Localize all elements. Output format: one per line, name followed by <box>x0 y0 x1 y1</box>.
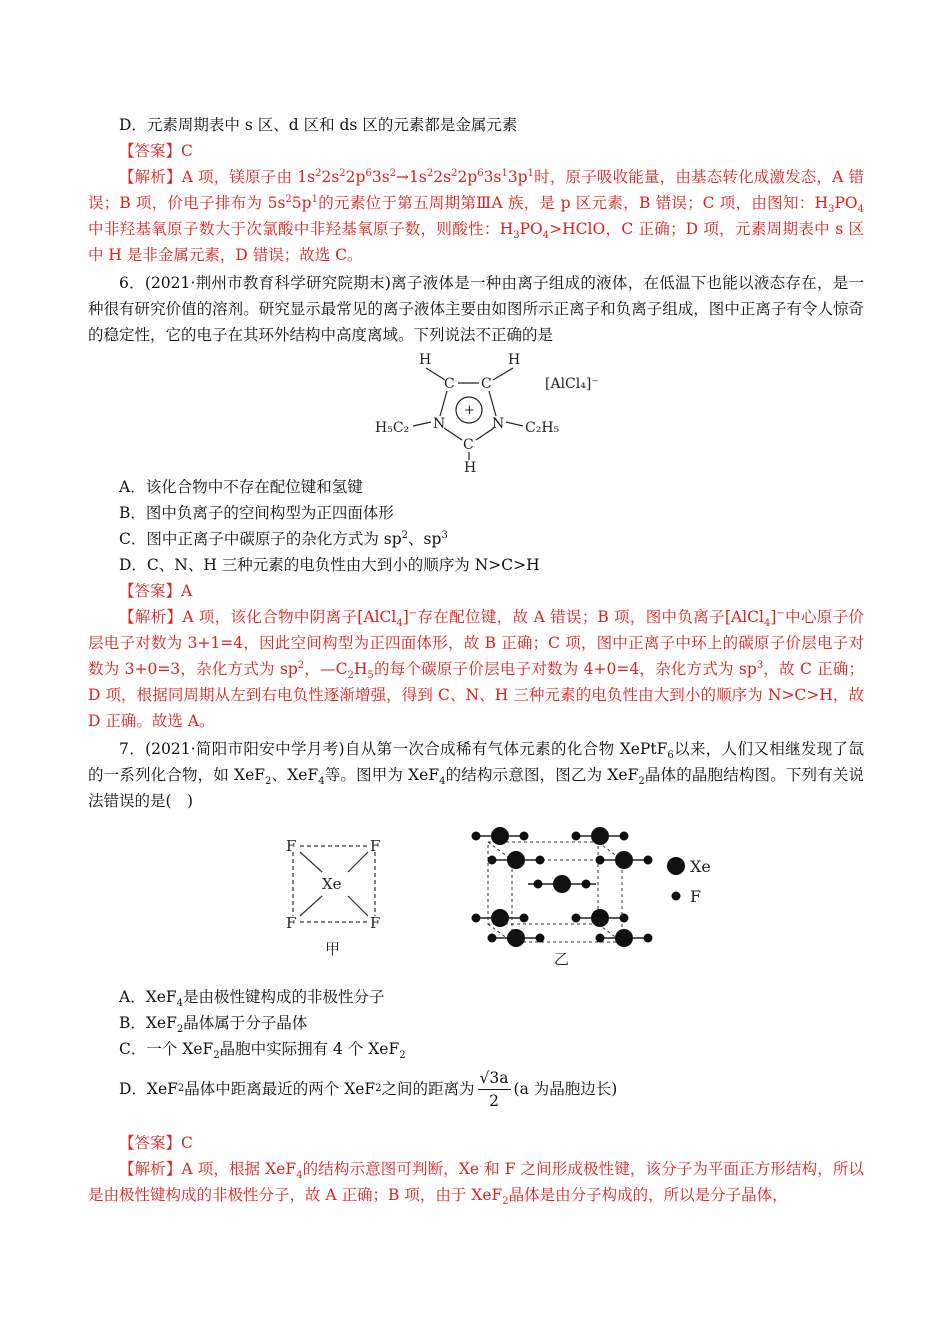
q6-explanation: 【解析】A 项，该化合物中阴离子[AlCl$_4$]−存在配位键，故 A 错误；B 项，图中负离子[AlCl$_4$]−中心原子价层电子对数为 3+1=4，因此空间构型为正四面体形，故 B 正确；C 项，图中正离子中环上的碳原子价层电子对数为 3+0=3，杂化方式为 $sp^2$，$—C_2H_5$的每个碳原子价层电子对数为 4+0=4，杂化方式为 $sp^3$，故 C 正确；D 项，根据同周期从左到右电负性逐渐增强，得到 C、N、H 三种元素的电负性由大到小的顺序为 N>C>H，故 D 正确。故选 A。 <box>88 607 864 730</box>
q7-option-a: A．XeF$_4$是由极性键构成的非极性分子 <box>119 988 385 1010</box>
svg-text:F: F <box>286 914 297 932</box>
q7-figures <box>88 814 864 976</box>
q7-option-d: D．XeF 2 晶体中距离最近的两个 XeF 2 之间的距离为 $\frac{√3a}{2}$ (a 为晶胞边长) <box>119 1068 618 1110</box>
h-left: H <box>419 352 432 368</box>
n-left: N <box>433 416 446 432</box>
q7-explanation: 【解析】A 项，根据 XeF$_4$的结构示意图可判断，Xe 和 F 之间形成极性键，该分子为平面正方形结构，所以是由极性键构成的非极性分子，故 A 正确；B 项，由于 XeF$_2$晶体是由分子构成的，所以是分子晶体， <box>88 1160 864 1208</box>
svg-text:甲: 甲 <box>325 940 341 958</box>
q6-structure-figure <box>88 348 864 474</box>
q6-option-d: D．C、N、H 三种元素的电负性由大到小的顺序为 N>C>H <box>119 556 540 574</box>
c-left: C <box>444 376 455 392</box>
ethyl-right: C₂H₅ <box>525 420 560 436</box>
legend-f-dot <box>672 892 681 901</box>
distance-fraction: $\frac{√3a}{2}$ <box>479 1068 509 1110</box>
xef4-diagram <box>286 837 380 958</box>
q6-option-b: B．图中负离子的空间构型为正四面体形 <box>119 504 394 522</box>
q5-answer: 【答案】C <box>119 142 193 160</box>
q6-option-a: A．该化合物中不存在配位键和氢键 <box>119 478 363 496</box>
svg-text:Xe: Xe <box>322 875 342 893</box>
q7-answer: 【答案】C <box>119 1134 193 1152</box>
c-right: C <box>481 376 492 392</box>
h-right: H <box>508 352 521 368</box>
xef2-unit-cell <box>472 827 711 968</box>
xef-structures <box>88 814 864 976</box>
legend-xe: Xe <box>690 857 711 876</box>
label-yi: 乙 <box>554 950 570 968</box>
q7-option-c: C．一个 XeF$_2$晶胞中实际拥有 4 个 XeF$_2$ <box>119 1040 406 1062</box>
c-bottom: C <box>463 437 474 453</box>
legend-xe-dot <box>667 857 685 875</box>
svg-text:F: F <box>286 837 297 855</box>
q6-option-c: C．图中正离子中碳原子的杂化方式为 $sp^2$、$sp^3$ <box>119 529 448 548</box>
svg-text:F: F <box>370 914 381 932</box>
h-bottom: H <box>464 460 477 474</box>
q5-option-d: D．元素周期表中 s 区、d 区和 ds 区的元素都是金属元素 <box>119 116 518 134</box>
plus-sign: + <box>464 403 475 418</box>
q5-explanation: 【解析】A 项，镁原子由 $1s^22s^22p^63s^2\to 1s^22s^22p^63s^13p^1$时，原子吸收能量，由基态转化成激发态，A 错误；B 项，价电子排布为 $5s^25p^1$的元素位于第五周期第ⅢA 族，是 p 区元素，B 错误；C 项，由图知：$H_3PO_4$中非羟基氧原子数大于次氯酸中非羟基氧原子数，则酸性：$H_3PO_4>HClO$，C 正确；D 项，元素周期表中 s 区中 H 是非金属元素，D 错误；故选 C。 <box>88 167 864 264</box>
q7-option-b: B．XeF$_2$晶体属于分子晶体 <box>119 1014 308 1036</box>
ethyl-left: H₅C₂ <box>375 420 410 436</box>
q6-answer: 【答案】A <box>119 582 193 600</box>
svg-text:F: F <box>370 837 381 855</box>
n-right: N <box>492 416 505 432</box>
anion-label: [AlCl₄]⁻ <box>545 376 599 392</box>
legend-f: F <box>690 887 702 906</box>
q7-stem: 7．(2021·简阳市阳安中学月考)自从第一次合成稀有气体元素的化合物 XePtF$_6$以来，人们又相继发现了氙的一系列化合物，如 XeF$_2$、XeF$_4$等。图甲为 XeF$_4$的结构示意图，图乙为 XeF$_2$晶体的晶胞结构图。下列有关说法错误的是( ) <box>88 740 865 810</box>
document-page <box>88 112 864 1208</box>
q6-stem: 6．(2021·荆州市教育科学研究院期末)离子液体是一种由离子组成的液体，在低温下也能以液态存在，是一种很有研究价值的溶剂。研究显示最常见的离子液体主要由如图所示正离子和负离子组成，图中正离子有令人惊奇的稳定性，它的电子在其环外结构中高度离域。下列说法不正确的是 <box>88 274 864 344</box>
imidazolium-diagram <box>88 348 864 474</box>
